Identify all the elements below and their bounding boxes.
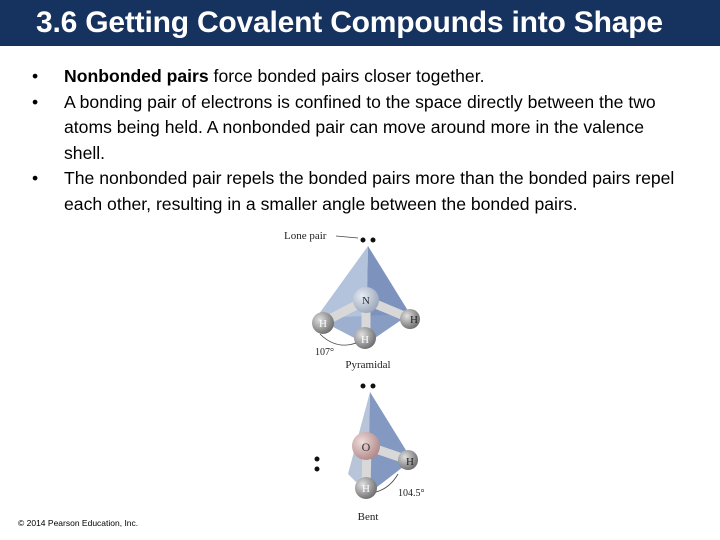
bullet-marker: •: [32, 168, 39, 188]
hydrogen-label: H: [361, 334, 369, 346]
water-shape-label: Bent: [357, 511, 379, 523]
lone-pair-dot: [315, 457, 320, 462]
bullet-marker: •: [32, 66, 39, 86]
ammonia-model: [312, 246, 420, 371]
bullet-list: [28, 64, 688, 217]
bullet-text: force bonded pairs closer together.: [208, 66, 485, 86]
ammonia-angle-label: 107°: [315, 347, 334, 358]
lone-pair-dot: [371, 238, 376, 243]
water-angle-label: 104.5°: [398, 488, 425, 499]
oxygen-label: O: [361, 440, 371, 454]
molecular-geometry-figure: [276, 222, 456, 532]
bullet-text: The nonbonded pair repels the bonded pairs more than the bonded pairs repel each other, resulting in a smaller angle between the bonded pairs.: [64, 168, 675, 214]
water-model: [315, 384, 425, 524]
nitrogen-label: N: [362, 295, 370, 307]
hydrogen-label: H: [406, 456, 414, 468]
lone-pair-dot: [361, 238, 366, 243]
bullet-bold-text: Nonbonded pairs: [64, 66, 209, 86]
copyright-notice: © 2014 Pearson Education, Inc.: [18, 518, 139, 528]
bullet-item: [28, 90, 688, 167]
bullet-item: [28, 64, 688, 90]
hydrogen-label: H: [362, 483, 370, 495]
title-bar: [0, 0, 720, 46]
lone-pair-dot: [315, 467, 320, 472]
hydrogen-label: H: [410, 314, 418, 326]
bullet-text: A bonding pair of electrons is confined to the space directly between the two atoms being held. A nonbonded pair can move around more in the valence shell.: [64, 91, 656, 163]
lone-pair-dot: [361, 384, 366, 389]
slide-title: 3.6 Getting Covalent Compounds into Shape: [36, 6, 663, 39]
ammonia-shape-label: Pyramidal: [345, 359, 391, 371]
lone-pair-dot: [371, 384, 376, 389]
hydrogen-label: H: [319, 318, 327, 330]
bullet-item: [28, 166, 688, 217]
bullet-marker: •: [32, 91, 39, 112]
lone-pair-label: Lone pair: [284, 230, 327, 242]
lone-pair-leader: [336, 236, 358, 238]
